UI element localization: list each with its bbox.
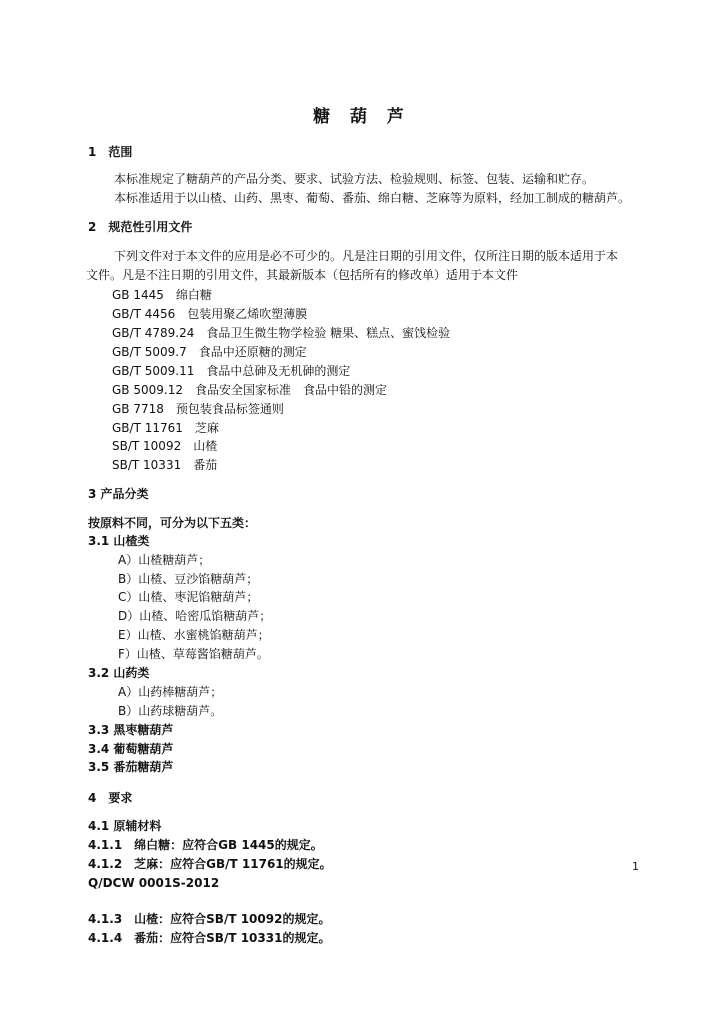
list-item: B）山药球糖葫芦。 bbox=[118, 704, 223, 718]
section-3-heading: 3 产品分类 bbox=[88, 487, 149, 501]
section-3-1-heading: 3.1 山楂类 bbox=[88, 534, 150, 548]
section-3-2-heading: 3.2 山药类 bbox=[88, 666, 150, 680]
section-2-heading: 2 规范性引用文件 bbox=[88, 220, 193, 234]
section-2-paragraph-line-2: 文件。凡是不注日期的引用文件，其最新版本（包括所有的修改单）适用于本文件 bbox=[86, 268, 519, 282]
page-number: 1 bbox=[632, 860, 639, 873]
reference-item: GB/T 11761 芝麻 bbox=[112, 421, 219, 435]
section-3-3-heading: 3.3 黑枣糖葫芦 bbox=[88, 723, 174, 737]
clause-4-1-1: 4.1.1 绵白糖：应符合GB 1445的规定。 bbox=[88, 838, 323, 852]
list-item: A）山药棒糖葫芦； bbox=[118, 685, 223, 699]
clause-4-1-4: 4.1.4 番茄：应符合SB/T 10331的规定。 bbox=[88, 931, 331, 945]
reference-item: GB 5009.12 食品安全国家标准 食品中铅的测定 bbox=[112, 383, 387, 397]
section-3-5-heading: 3.5 番茄糖葫芦 bbox=[88, 760, 174, 774]
document-title: 糖 葫 芦 bbox=[313, 107, 411, 127]
reference-item: GB/T 4456 包装用聚乙烯吹塑薄膜 bbox=[112, 307, 308, 321]
section-2-paragraph-line-1: 下列文件对于本文件的应用是必不可少的。凡是注日期的引用文件，仅所注日期的版本适用于本 bbox=[114, 249, 619, 263]
reference-item: GB/T 4789.24 食品卫生微生物学检验 糖果、糕点、蜜饯检验 bbox=[112, 326, 451, 340]
section-1-paragraph-2: 本标准适用于以山楂、山药、黑枣、葡萄、番茄、绵白糖、芝麻等为原料，经加工制成的糖葫芦。 bbox=[114, 191, 631, 205]
list-item: A）山楂糖葫芦； bbox=[118, 553, 211, 567]
section-4-1-heading: 4.1 原辅材料 bbox=[88, 819, 162, 833]
list-item: E）山楂、水蜜桃馅糖葫芦； bbox=[118, 628, 270, 642]
section-1-paragraph-1: 本标准规定了糖葫芦的产品分类、要求、试验方法、检验规则、标签、包装、运输和贮存。 bbox=[114, 172, 595, 186]
reference-item: SB/T 10092 山楂 bbox=[112, 439, 218, 453]
document-id: Q/DCW 0001S-2012 bbox=[88, 876, 220, 890]
list-item: D）山楂、哈密瓜馅糖葫芦； bbox=[118, 609, 272, 623]
list-item: C）山楂、枣泥馅糖葫芦； bbox=[118, 590, 259, 604]
reference-item: GB 1445 绵白糖 bbox=[112, 288, 212, 302]
reference-item: GB/T 5009.7 食品中还原糖的测定 bbox=[112, 345, 307, 359]
reference-item: SB/T 10331 番茄 bbox=[112, 458, 218, 472]
clause-4-1-3: 4.1.3 山楂：应符合SB/T 10092的规定。 bbox=[88, 912, 331, 926]
clause-4-1-2: 4.1.2 芝麻：应符合GB/T 11761的规定。 bbox=[88, 857, 332, 871]
list-item: F）山楂、草莓酱馅糖葫芦。 bbox=[118, 647, 269, 661]
list-item: B）山楂、豆沙馅糖葫芦； bbox=[118, 572, 259, 586]
section-3-4-heading: 3.4 葡萄糖葫芦 bbox=[88, 742, 174, 756]
section-1-heading: 1 范围 bbox=[88, 145, 133, 159]
reference-item: GB/T 5009.11 食品中总砷及无机砷的测定 bbox=[112, 364, 351, 378]
section-3-intro: 按原料不同，可分为以下五类： bbox=[88, 516, 257, 530]
reference-item: GB 7718 预包装食品标签通则 bbox=[112, 402, 284, 416]
section-4-heading: 4 要求 bbox=[88, 791, 133, 805]
